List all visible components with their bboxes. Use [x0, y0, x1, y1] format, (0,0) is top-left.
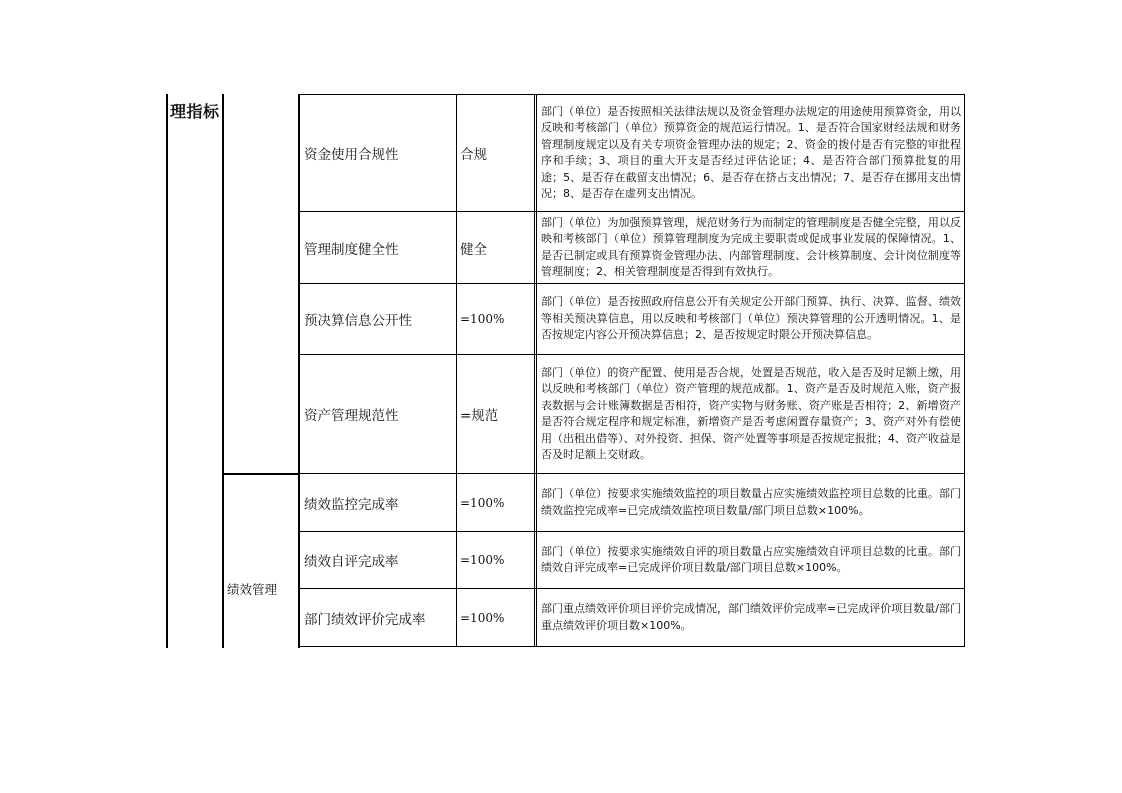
indicator-name: 绩效自评完成率 — [300, 532, 457, 589]
indicator-description: 部门（单位）按要求实施绩效监控的项目数量占应实施绩效监控项目总数的比重。部门绩效监控完成率=已完成绩效监控项目数量/部门项目总数×100%。 — [537, 474, 965, 532]
category-label: 理指标 — [170, 102, 220, 121]
indicator-description: 部门（单位）是否按照相关法律法规以及资金管理办法规定的用途使用预算资金，用以反映和考核部门（单位）预算资金的规范运行情况。1、是否符合国家财经法规和财务管理制度规定以及有关专项资金管理办法的规定；2、资金的拨付是否有完整的审批程序和手续；3、项目的重大开支是否经过评估论证；4、是否符合部门预算批复的用途；5、是否存在截留支出情况；6、是否存在挤占支出情况；7、是否存在挪用支出情况；8、是否存在虚列支出情况。 — [537, 95, 965, 212]
indicator-standard: =100% — [457, 474, 535, 532]
indicator-standard: =100% — [457, 589, 535, 647]
subcategory-performance: 绩效管理 — [227, 582, 278, 597]
table-row — [300, 532, 965, 589]
indicator-standard: =规范 — [457, 355, 535, 474]
table-row — [300, 589, 965, 647]
table-row — [300, 474, 965, 532]
indicator-standard: =100% — [457, 532, 535, 589]
indicator-name: 资产管理规范性 — [300, 355, 457, 474]
indicator-name: 预决算信息公开性 — [300, 284, 457, 355]
indicator-name: 管理制度健全性 — [300, 212, 457, 284]
indicator-description: 部门（单位）为加强预算管理，规范财务行为而制定的管理制度是否健全完整，用以反映和考核部门（单位）预算管理制度为完成主要职责或促成事业发展的保障情况。1、是否已制定或具有预算资金管理办法、内部管理制度、会计核算制度、会计岗位制度等管理制度；2、相关管理制度是否得到有效执行。 — [537, 212, 965, 284]
table-row — [300, 212, 965, 284]
indicator-description: 部门（单位）是否按照政府信息公开有关规定公开部门预算、执行、决算、监督、绩效等相关预决算信息，用以反映和考核部门（单位）预决算管理的公开透明情况。1、是否按规定内容公开预决算信息；2、是否按规定时限公开预决算信息。 — [537, 284, 965, 355]
indicator-description: 部门（单位）按要求实施绩效自评的项目数量占应实施绩效自评项目总数的比重。部门绩效自评完成率=已完成评价项目数量/部门项目总数×100%。 — [537, 532, 965, 589]
indicator-standard: 健全 — [457, 212, 535, 284]
indicator-description: 部门（单位）的资产配置、使用是否合规，处置是否规范，收入是否及时足额上缴，用以反映和考核部门（单位）资产管理的规范成都。1、资产是否及时规范入账，资产报表数据与会计账簿数据是否相符，资产实物与财务账、资产账是否相符；2、新增资产是否符合规定程序和规定标准，新增资产是否考虑闲置存量资产；3、资产对外有偿使用（出租出借等）、对外投资、担保、资产处置等事项是否按规定报批；4、资产收益是否及时足额上交财政。 — [537, 355, 965, 474]
indicator-table — [299, 94, 965, 647]
indicator-description: 部门重点绩效评价项目评价完成情况，部门绩效评价完成率=已完成评价项目数量/部门重点绩效评价项目数×100%。 — [537, 589, 965, 647]
category-divider-line — [222, 94, 224, 648]
indicator-standard: =100% — [457, 284, 535, 355]
table-row — [300, 355, 965, 474]
subcategory-separator-line — [222, 473, 299, 475]
indicator-name: 部门绩效评价完成率 — [300, 589, 457, 647]
table-row — [300, 284, 965, 355]
indicator-name: 资金使用合规性 — [300, 95, 457, 212]
indicator-standard: 合规 — [457, 95, 535, 212]
left-border-line — [166, 94, 168, 648]
table-row — [300, 95, 965, 212]
indicator-name: 绩效监控完成率 — [300, 474, 457, 532]
